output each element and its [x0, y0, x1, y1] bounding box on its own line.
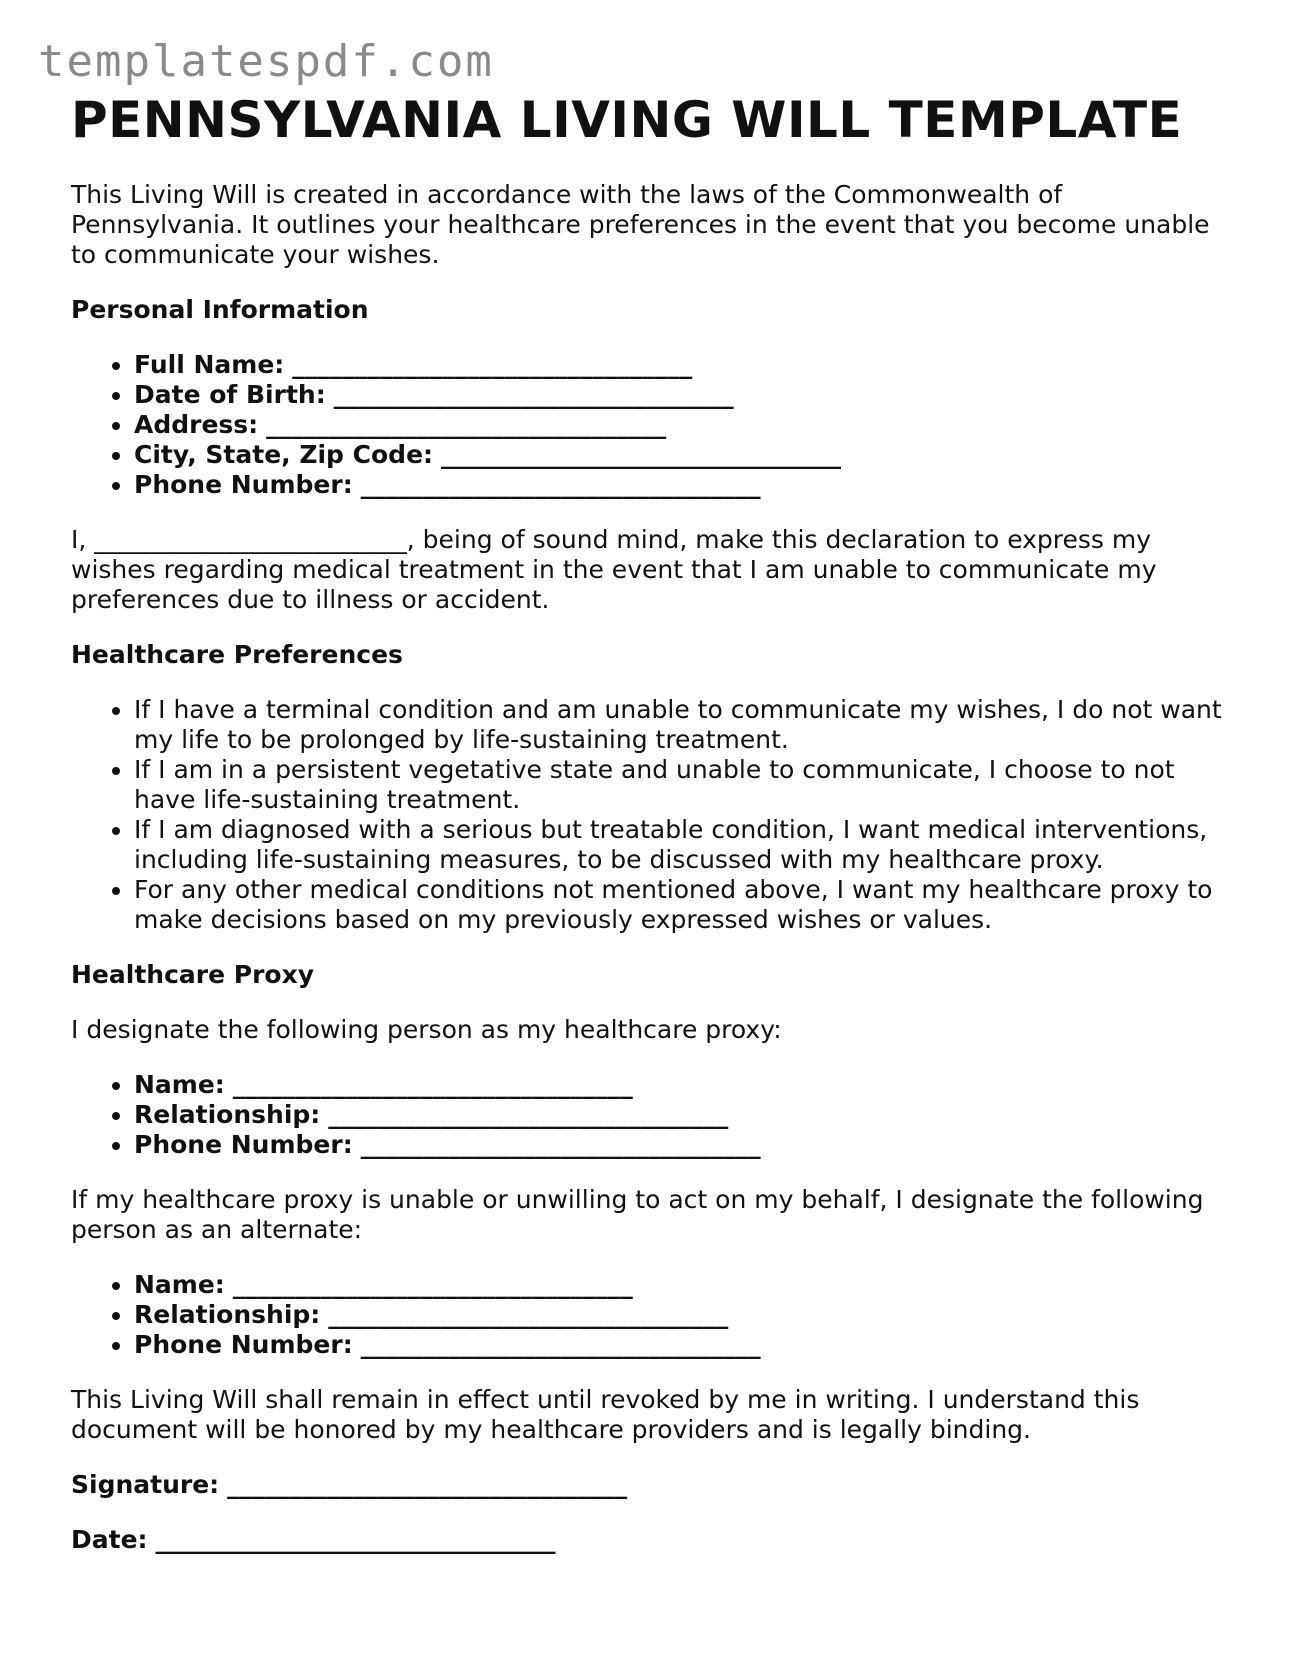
declaration-text: , being of sound mind, make this declaration to express my wishes regarding medical treatment in the event that I am unable to communicate my preferences due to illness or accident.	[71, 525, 1157, 614]
alternate-list	[71, 1270, 1231, 1360]
declarant-name-blank[interactable]: _________________________	[94, 525, 407, 554]
proxy-name-blank[interactable]: ________________________________	[232, 1070, 633, 1099]
field-label: Full Name:	[134, 350, 285, 379]
list-item: • For any other medical conditions not mentioned above, I want my healthcare proxy to make decisions based on my previously expressed wishes or values.	[134, 875, 1231, 935]
list-item	[134, 1300, 1231, 1330]
proxy-relationship-blank[interactable]: ________________________________	[328, 1100, 729, 1129]
signature-line	[71, 1470, 1231, 1500]
full-name-blank[interactable]: ________________________________	[292, 350, 693, 379]
alternate-relationship-blank[interactable]: ________________________________	[328, 1300, 729, 1329]
page-title: PENNSYLVANIA LIVING WILL TEMPLATE	[71, 91, 1183, 149]
proxy-intro: I designate the following person as my healthcare proxy:	[71, 1015, 782, 1044]
list-item	[134, 1130, 1231, 1160]
alternate-name-blank[interactable]: ________________________________	[232, 1270, 633, 1299]
watermark-text: templatespdf.com	[38, 36, 494, 87]
proxy-heading: Healthcare Proxy	[71, 960, 314, 989]
field-label: Name:	[134, 1270, 225, 1299]
signature-label: Signature:	[71, 1470, 220, 1499]
signature-blank[interactable]: ________________________________	[227, 1470, 628, 1499]
list-item	[134, 1070, 1231, 1100]
list-item: • If I have a terminal condition and am unable to communicate my wishes, I do not want my life to be prolonged by life-sustaining treatment.	[134, 695, 1231, 755]
declaration-prefix: I,	[71, 525, 87, 554]
list-item	[134, 440, 1231, 470]
list-item	[134, 1270, 1231, 1300]
list-item	[134, 1330, 1231, 1360]
field-label: Phone Number:	[134, 470, 353, 499]
list-item	[134, 410, 1231, 440]
list-item: • If I am in a persistent vegetative state and unable to communicate, I choose to not have life-sustaining treatment.	[134, 755, 1231, 815]
closing-paragraph: This Living Will shall remain in effect until revoked by me in writing. I understand this document will be honored by my healthcare providers and is legally binding.	[71, 1385, 1140, 1444]
field-label: Relationship:	[134, 1100, 321, 1129]
address-blank[interactable]: ________________________________	[266, 410, 667, 439]
list-item	[134, 1100, 1231, 1130]
field-label: Relationship:	[134, 1300, 321, 1329]
date-line	[71, 1525, 1231, 1555]
personal-info-list	[71, 350, 1231, 500]
alternate-intro: If my healthcare proxy is unable or unwilling to act on my behalf, I designate the following person as an alternate:	[71, 1185, 1204, 1244]
city-state-zip-blank[interactable]: ________________________________	[440, 440, 841, 469]
field-label: City, State, Zip Code:	[134, 440, 434, 469]
field-label: Date of Birth:	[134, 380, 326, 409]
alternate-phone-blank[interactable]: ________________________________	[360, 1330, 761, 1359]
declaration-paragraph	[71, 525, 1231, 615]
list-item	[134, 470, 1231, 500]
list-item: • If I am diagnosed with a serious but treatable condition, I want medical interventions, including life-sustaining measures, to be discussed with my healthcare proxy.	[134, 815, 1231, 875]
field-label: Phone Number:	[134, 1330, 353, 1359]
document-page	[71, 88, 1231, 1555]
personal-info-heading: Personal Information	[71, 295, 369, 324]
preferences-heading: Healthcare Preferences	[71, 640, 403, 669]
date-of-birth-blank[interactable]: ________________________________	[333, 380, 734, 409]
field-label: Phone Number:	[134, 1130, 353, 1159]
date-label: Date:	[71, 1525, 148, 1554]
list-item	[134, 380, 1231, 410]
date-blank[interactable]: ________________________________	[155, 1525, 556, 1554]
proxy-list	[71, 1070, 1231, 1160]
intro-paragraph: This Living Will is created in accordance with the laws of the Commonwealth of Pennsylvania. It outlines your healthcare preferences in the event that you become unable to communicate your wishes.	[71, 180, 1210, 269]
list-item	[134, 350, 1231, 380]
preferences-list	[71, 695, 1231, 935]
phone-number-blank[interactable]: ________________________________	[360, 470, 761, 499]
field-label: Name:	[134, 1070, 225, 1099]
proxy-phone-blank[interactable]: ________________________________	[360, 1130, 761, 1159]
field-label: Address:	[134, 410, 259, 439]
